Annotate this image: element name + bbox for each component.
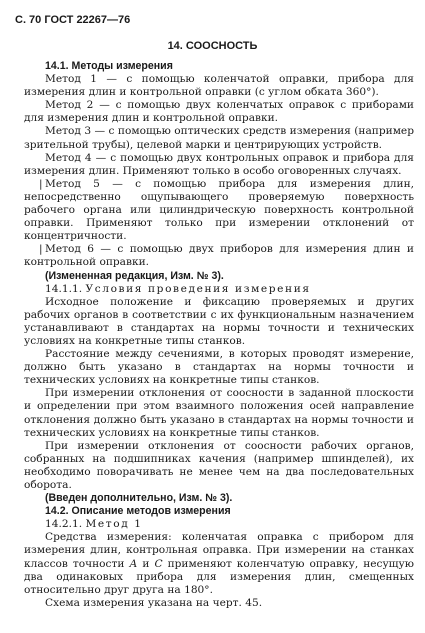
heading-number: 14.2.1. [45, 518, 83, 531]
conditions-paragraph-4: При измерении отклонения от соосности рабочих органов, собранных на подшипниках качения (например шпинделей), их необходимо поворачивать не менее чем на два последовательных оборота. [24, 439, 414, 491]
conditions-paragraph-2: Расстояние между сечениями, в которых проводят измерение, должно быть указано в стандартах на нормы точности и технических условиях на конкретные типы станков. [24, 348, 414, 387]
revision-mark: | [39, 243, 43, 256]
method-6-paragraph [24, 243, 414, 269]
amendment-note: (Измененная редакция, Изм. № 3). [45, 269, 224, 282]
method-2-paragraph: Метод 2 — с помощью двух коленчатых оправок с приборами для измерения длин и контрольной оправки. [24, 99, 414, 125]
class-a: А [129, 557, 138, 570]
subsection-heading-14-1: 14.1. Методы измерения [45, 60, 173, 72]
heading-number: 14.1.1. [45, 282, 83, 295]
method-5-text: Метод 5 — с помощью прибора для измерения длин, непосредственно ощупывающего проверяемую поверхность рабочего органа или цилиндрическую поверхность контрольной оправки. Применяют только при измерении отклонений от концентричности. [24, 177, 414, 243]
document-body [24, 60, 414, 610]
method-1-paragraph: Метод 1 — с помощью коленчатой оправки, прибора для измерения длин и контрольной оправки (с углом обката 360°). [24, 73, 414, 99]
instruments-paragraph: Средства измерения: коленчатая оправка с прибором для измерения длин, контрольная оправка. При измерении на станках классов точности А и С применяют коленчатую оправку, несущую два одинаковых прибора для измерения длин, смещенных относительно друг друга на 180°. [24, 531, 414, 596]
conditions-paragraph-1: Исходное положение и фиксацию проверяемых и других рабочих органов в соответствии с их функциональным назначением устанавливают в стандартах на нормы точности и технических условиях на конкретные типы станков. [24, 295, 414, 347]
revision-mark: | [39, 177, 43, 190]
page-header: С. 70 ГОСТ 22267—76 [15, 14, 131, 26]
conditions-paragraph-3: При измерении отклонения от соосности в заданной плоскости и определении при этом взаимного положения осей направление отклонения должно быть указано в стандартах на нормы точности и технических условиях на конкретные типы станков. [24, 387, 414, 439]
introduction-note: (Введен дополнительно, Изм. № 3). [45, 492, 233, 505]
heading-text: Условия проведения измерения [85, 282, 311, 295]
subsection-heading-14-2: 14.2. Описание методов измерения [45, 505, 231, 518]
method-5-paragraph [24, 178, 414, 243]
method-4-paragraph: Метод 4 — с помощью двух контрольных оправок и прибора для измерения длин. Применяют только в особо оговоренных случаях. [24, 151, 414, 177]
subsection-heading-14-2-1 [24, 518, 414, 531]
class-c: С [154, 557, 163, 570]
heading-text: Метод 1 [85, 518, 143, 531]
subsection-heading-14-1-1 [24, 283, 414, 296]
section-title: 14. СООСНОСТЬ [167, 40, 258, 52]
method-6-text: Метод 6 — с помощью двух приборов для измерения длин и контрольной оправки. [24, 243, 414, 269]
scheme-reference: Схема измерения указана на черт. 45. [45, 596, 263, 609]
method-3-paragraph: Метод 3 — с помощью оптических средств измерения (например зрительной трубы), целевой марки и центрирующих устройств. [24, 125, 414, 151]
